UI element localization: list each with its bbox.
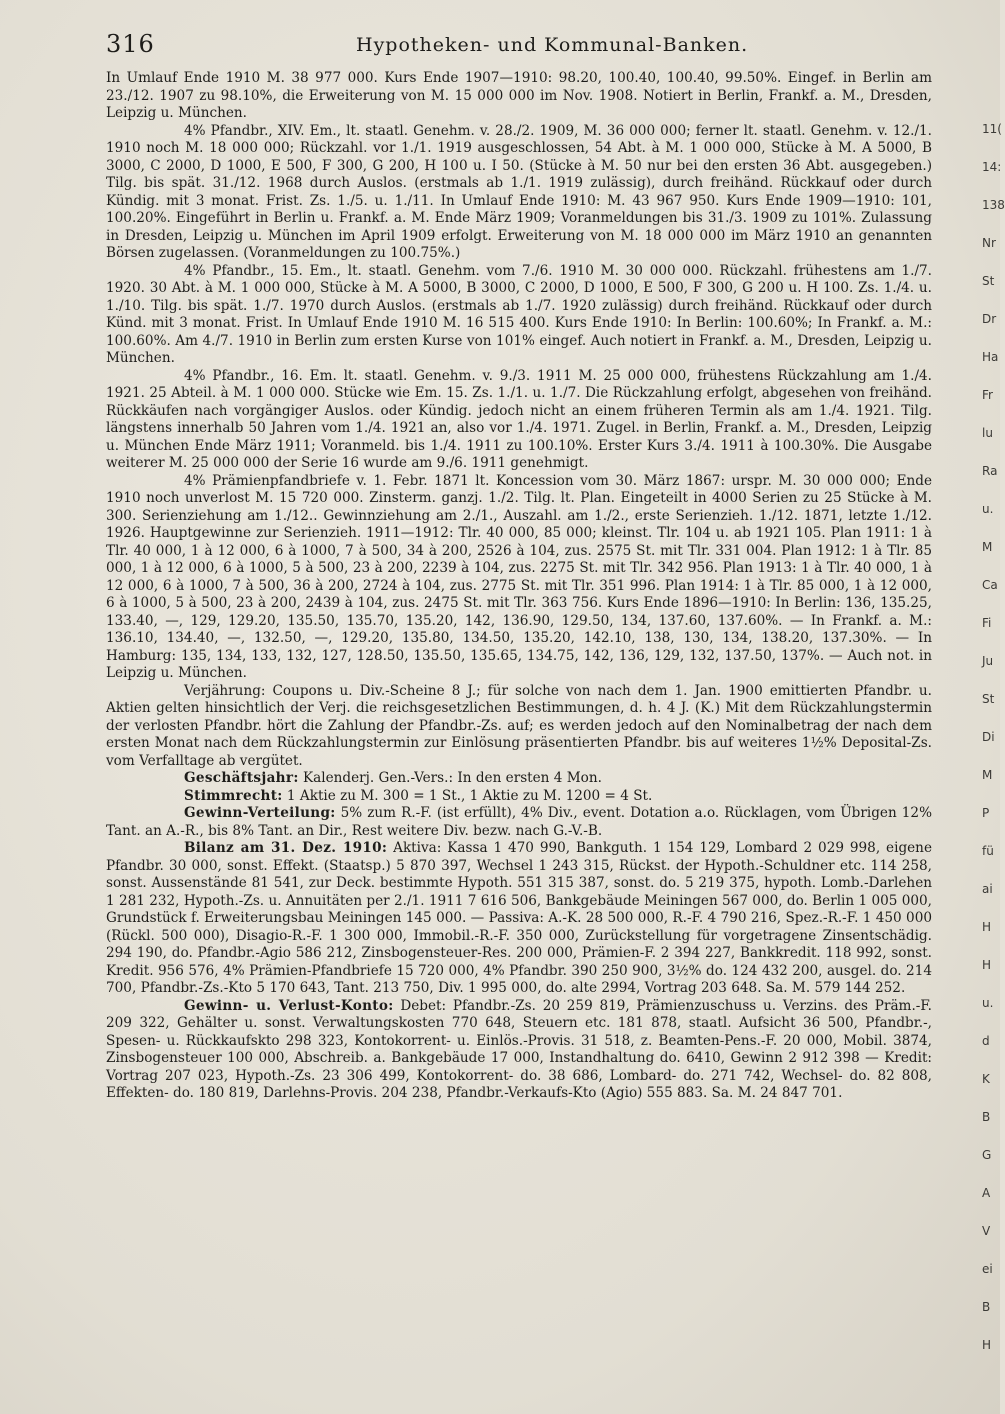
paragraph bbox=[106, 368, 932, 473]
margin-fragment: ai bbox=[982, 882, 993, 896]
paragraph-text: 5% zum R.-F. (ist erfüllt), 4% Div., event. Dotation a.o. Rücklagen, vom Übrigen 12% Tant. an A.-R., bis 8% Tant. an Dir., Rest weitere Div. bezw. nach G.-V.-B. bbox=[106, 805, 932, 839]
margin-fragment: ei bbox=[982, 1262, 993, 1276]
margin-fragment: u. bbox=[982, 502, 994, 516]
paragraph-lead: Gewinn- u. Verlust-Konto: bbox=[184, 997, 394, 1014]
margin-fragment: fü bbox=[982, 844, 994, 858]
paragraph-lead: Stimmrecht: bbox=[184, 787, 283, 804]
margin-fragment: H bbox=[982, 958, 992, 972]
paragraph-stimmrecht bbox=[106, 788, 932, 806]
adjacent-page-edge bbox=[982, 110, 1005, 1352]
page-number: 316 bbox=[106, 30, 155, 58]
margin-fragment: Ca bbox=[982, 578, 998, 592]
paragraph-text: 4% Pfandbr., 15. Em., lt. staatl. Genehm. vom 7./6. 1910 M. 30 000 000. Rückzahl. frühestens am 1./7. 1920. 30 Abt. à M. 1 000 000, Stücke à M. A 5000, B 3000, C 2000, D 1000, E 500, F 300, G 200 u. H 100. Zs. 1./4. u. 1./10. Tilg. bis spät. 1./7. 1970 durch Auslos. (erstmals ab 1./7. 1920 zulässig) durch freihänd. Rückkauf oder durch Künd. mit 3 monat. Frist. In Umlauf Ende 1910 M. 16 515 400. Kurs Ende 1910: In Berlin: 100.60%; In Frankf. a. M.: 100.60%. Am 4./7. 1910 in Berlin zum ersten Kurse von 101% eingef. Auch notiert in Frankf. a. M., Dresden, Leipzig u. München. bbox=[106, 262, 932, 366]
margin-fragment: St bbox=[982, 274, 995, 288]
margin-fragment: Ra bbox=[982, 464, 998, 478]
paragraph-geschaeftsjahr bbox=[106, 770, 932, 788]
margin-fragment: Dr bbox=[982, 312, 997, 326]
margin-fragment: St bbox=[982, 692, 995, 706]
running-title: Hypotheken- und Kommunal-Banken. bbox=[356, 34, 749, 56]
margin-fragment: Ha bbox=[982, 350, 999, 364]
margin-fragment: A bbox=[982, 1186, 991, 1200]
paragraph-text: In Umlauf Ende 1910 M. 38 977 000. Kurs Ende 1907—1910: 98.20, 100.40, 100.40, 99.50%. Eingef. in Berlin am 23./12. 1907 zu 98.10%, die Erweiterung von M. 15 000 000 im Nov. 1908. Notiert in Berlin, Frankf. a. M., Dresden, Leipzig u. München. bbox=[106, 70, 932, 121]
paragraph-text: Debet: Pfandbr.-Zs. 20 259 819, Prämienzuschuss u. Verzins. des Präm.-F. 209 322, Gehälter u. sonst. Verwaltungskosten 770 648, Steuern etc. 181 878, staatl. Aufsicht 36 500, Pfandbr.-, Spesen- u. Rückkaufskto 298 323, Kontokorrent- u. Einlös.-Provis. 31 518, z. Beamten-Pens.-F. 20 000, Mobil. 3874, Zinsbogensteuer 100 000, Abschreib. a. Bankgebäude 17 000, Instandhaltung do. 6410, Gewinn 2 912 398 — Kredit: Vortrag 207 023, Hypoth.-Zs. 23 306 499, Kontokorrent- do. 38 686, Lombard- do. 271 742, Wechsel- do. 82 808, Effekten- do. 180 819, Darlehns-Provis. 204 238, Pfandbr.-Verkaufs-Kto (Agio) 555 883. Sa. M. 24 847 701. bbox=[106, 997, 932, 1101]
margin-fragment: H bbox=[982, 1338, 992, 1352]
paragraph-text: Kalenderj. Gen.-Vers.: In den ersten 4 Mon. bbox=[298, 770, 602, 786]
margin-fragment: M bbox=[982, 540, 993, 554]
paragraph bbox=[106, 683, 932, 771]
margin-fragment: K bbox=[982, 1072, 990, 1086]
body-text bbox=[106, 70, 932, 1103]
page-header bbox=[106, 18, 936, 58]
paragraph-text: 4% Pfandbr., 16. Em. lt. staatl. Genehm. v. 9./3. 1911 M. 25 000 000, frühestens Rückzahlung am 1./4. 1921. 25 Abteil. à M. 1 000 000. Stücke wie Em. 15. Zs. 1./1. u. 1./7. Die Rückzahlung erfolgt, abgesehen von freihänd. Rückkäufen nach vorgängiger Auslos. oder Kündig. jedoch nicht an einem früheren Termin als am 1./4. 1921. Tilg. längstens innerhalb 50 Jahren vom 1./4. 1921 an, also vor 1./4. 1971. Zugel. in Berlin, Frankf. a. M., Dresden, Leipzig u. München Ende März 1911; Voranmeld. bis 1./4. 1911 zu 100.10%. Erster Kurs 3./4. 1911 à 100.30%. Die Ausgabe weiterer M. 25 000 000 der Serie 16 wurde am 9./6. 1911 genehmigt. bbox=[106, 367, 932, 471]
paragraph-bilanz bbox=[106, 840, 932, 998]
margin-fragment: G bbox=[982, 1148, 992, 1162]
paragraph bbox=[106, 473, 932, 683]
paragraph-text: 1 Aktie zu M. 300 = 1 St., 1 Aktie zu M. 1200 = 4 St. bbox=[282, 787, 653, 804]
margin-fragment: Nr bbox=[982, 236, 996, 250]
margin-fragment: d bbox=[982, 1034, 990, 1048]
margin-fragment: B bbox=[982, 1110, 991, 1124]
margin-fragment: Ju bbox=[982, 654, 994, 668]
paragraph bbox=[106, 70, 932, 123]
paragraph-text: Verjährung: Coupons u. Div.-Scheine 8 J.; für solche von nach dem 1. Jan. 1900 emittierten Pfandbr. u. Aktien gelten hinsichtlich der Verj. die reichsgesetzlichen Bestimmungen, d. h. 4 J. (K.) Mit dem Rückzahlungstermin der verlosten Pfandbr. hört die Zahlung der Pfandbr.-Zs. auf; es werden jedoch auf den Nominalbetrag der nach dem ersten Monat nach dem Rückzahlungstermin zur Einlösung präsentierten Pfandbr. bis auf weiteres 1½% Deposital-Zs. vom Verfalltage ab vergütet. bbox=[106, 682, 932, 769]
margin-fragment: H bbox=[982, 920, 992, 934]
paragraph-text: Aktiva: Kassa 1 470 990, Bankguth. 1 154 129, Lombard 2 029 998, eigene Pfandbr. 30 000, sonst. Effekt. (Staatsp.) 5 870 397, Wechsel 1 243 315, Rückst. der Hypoth.-Schuldner etc. 114 258, sonst. Aussenstände 81 541, zur Deck. bestimmte Hypoth. 551 315 387, sonst. do. 5 219 375, hypoth. Lomb.-Darlehen 1 281 232, Hypoth.-Zs. u. Annuitäten per 2./1. 1911 7 616 506, Bankgebäude Meiningen 567 000, do. Berlin 1 005 000, Grundstück f. Erweiterungsbau Meiningen 145 000. — Passiva: A.-K. 28 500 000, R.-F. 4 790 216, Spez.-R.-F. 1 450 000 (Rückl. 500 000), Disagio-R.-F. 1 300 000, Immobil.-R.-F. 350 000, Zurückstellung für vorgetragene Zinsentschädig. 294 190, do. Pfandbr.-Agio 586 212, Zinsbogensteuer-Res. 200 000, Prämien-F. 2 394 227, Bankkredit. 118 992, sonst. Kredit. 956 576, 4% Prämien-Pfandbriefe 15 720 000, 4% Pfandbr. 390 250 900, 3½% do. 124 432 200, ausgel. do. 214 700, Pfandbr.-Zs.-Kto 5 170 643, Tant. 213 750, Div. 1 995 000, do. alte 2994, Vortrag 203 648. Sa. M. 579 144 252. bbox=[106, 840, 932, 996]
margin-fragment: P bbox=[982, 806, 990, 820]
margin-fragment: V bbox=[982, 1224, 991, 1238]
paragraph-text: 4% Pfandbr., XIV. Em., lt. staatl. Genehm. v. 28./2. 1909, M. 36 000 000; ferner lt. staatl. Genehm. v. 12./1. 1910 noch M. 18 000 000; Rückzahl. vor 1./1. 1919 ausgeschlossen, 54 Abt. à M. 1 000 000, Stücke à M. A 5000, B 3000, C 2000, D 1000, E 500, F 300, G 200, H 100 u. I 50. (Stücke à M. 50 nur bei den ersten 36 Abt. ausgegeben.) Tilg. bis spät. 31./12. 1968 durch Auslos. (erstmals ab 1./1. 1919 zulässig), durch freihänd. Rückkauf oder durch Kündig. mit 3 monat. Frist. Zs. 1./5. u. 1./11. In Umlauf Ende 1910: M. 43 967 950. Kurs Ende 1909—1910: 101, 100.20%. Eingeführt in Berlin u. Frankf. a. M. Ende März 1909; Voranmeldungen bis 31./3. 1909 zu 101%. Zulassung in Dresden, Leipzig u. München im April 1909 erfolgt. Erweiterung von M. 18 000 000 im März 1910 an genannten Börsen zugelassen. (Voranmeldungen zu 100.75%.) bbox=[106, 122, 932, 261]
paragraph-lead: Geschäftsjahr: bbox=[184, 770, 299, 786]
margin-fragment: 138 bbox=[982, 198, 1005, 212]
margin-fragment: B bbox=[982, 1300, 991, 1314]
paragraph-text: 4% Prämienpfandbriefe v. 1. Febr. 1871 lt. Koncession vom 30. März 1867: urspr. M. 30 000 000; Ende 1910 noch unverlost M. 15 720 000. Zinsterm. ganzj. 1./2. Tilg. lt. Plan. Eingeteilt in 4000 Serien zu 25 Stücke à M. 300. Serienziehung am 1./12.. Gewinnziehung am 2./1., Auszahl. am 1./2., erste Serienzieh. 1./12. 1871, letzte 1./12. 1926. Hauptgewinne zur Serienzieh. 1911—1912: Tlr. 40 000, 85 000; kleinst. Tlr. 104 u. ab 1921 105. Plan 1911: 1 à Tlr. 40 000, 1 à 12 000, 6 à 1000, 7 à 500, 34 à 200, 2526 à 104, zus. 2575 St. mit Tlr. 331 004. Plan 1912: 1 à Tlr. 85 000, 1 à 12 000, 6 à 1000, 5 à 500, 23 à 200, 2239 à 104, zus. 2275 St. mit Tlr. 342 956. Plan 1913: 1 à Tlr. 40 000, 1 à 12 000, 6 à 1000, 7 à 500, 36 à 200, 2724 à 104, zus. 2775 St. mit Tlr. 351 996. Plan 1914: 1 à Tlr. 85 000, 1 à 12 000, 6 à 1000, 5 à 500, 23 à 200, 2439 à 104, zus. 2475 St. mit Tlr. 363 756. Kurs Ende 1896—1910: In Berlin: 136, 135.25, 133.40, —, 129, 129.20, 135.50, 135.70, 135.20, 142, 136.90, 129.50, 134, 137.60, 137.60%. — In Frankf. a. M.: 136.10, 134.40, —, 132.50, —, 129.20, 135.80, 134.50, 135.20, 142.10, 138, 130, 134, 138.20, 137.30%. — In Hamburg: 135, 134, 133, 132, 127, 128.50, 135.50, 135.65, 134.75, 142, 136, 129, 132, 137.50, 137%. — Auch not. in Leipzig u. München. bbox=[106, 472, 932, 681]
paragraph bbox=[106, 123, 932, 263]
paragraph-lead: Gewinn-Verteilung: bbox=[184, 805, 336, 821]
margin-fragment: lu bbox=[982, 426, 993, 440]
margin-fragment: Di bbox=[982, 730, 995, 744]
margin-fragment: 14: bbox=[982, 160, 1002, 174]
margin-fragment: u. bbox=[982, 996, 994, 1010]
margin-fragment: M bbox=[982, 768, 993, 782]
paragraph bbox=[106, 263, 932, 368]
paragraph-gewinn-verteilung bbox=[106, 805, 932, 840]
paragraph-lead: Bilanz am 31. Dez. 1910: bbox=[184, 840, 388, 856]
margin-fragment: Fi bbox=[982, 616, 992, 630]
paragraph-gewinn-verlust-konto bbox=[106, 998, 932, 1103]
margin-fragment: Fr bbox=[982, 388, 993, 402]
margin-fragment: 11( bbox=[982, 122, 1002, 136]
